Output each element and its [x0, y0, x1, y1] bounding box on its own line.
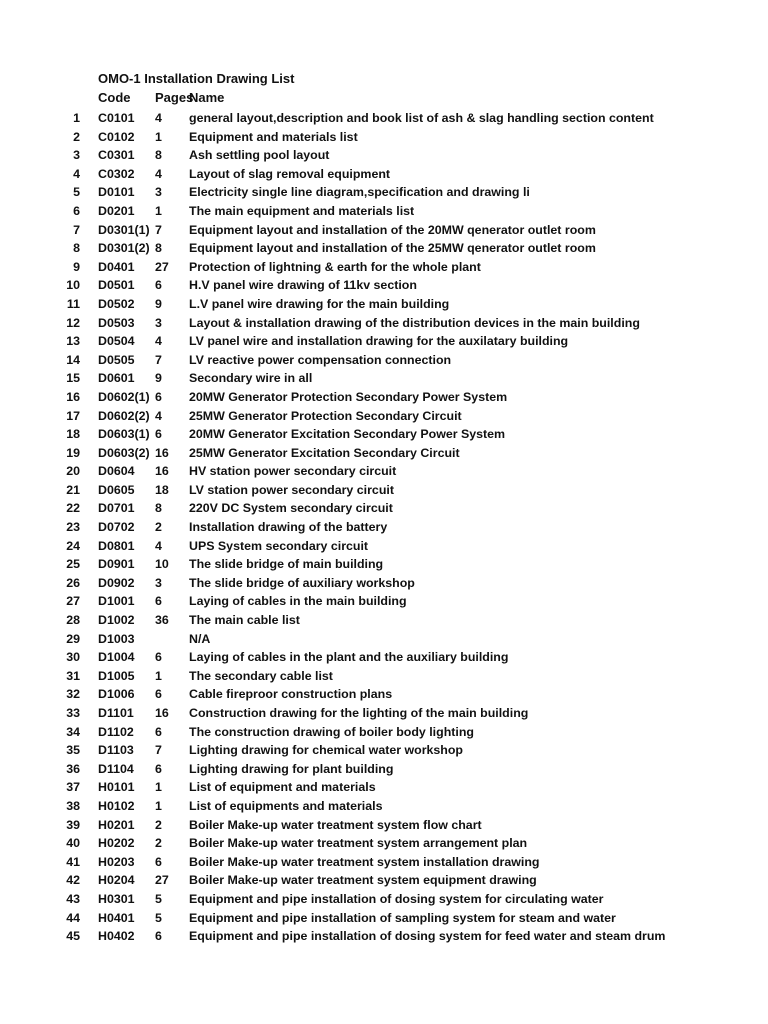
drawing-name: Layout of slag removal equipment — [189, 166, 391, 181]
drawing-name: UPS System secondary circuit — [189, 538, 369, 553]
row-number: 27 — [66, 594, 80, 609]
page-count: 9 — [155, 296, 162, 311]
row-number: 25 — [66, 557, 80, 572]
table-row — [0, 518, 768, 537]
table-row — [0, 183, 768, 202]
table-row — [0, 685, 768, 704]
row-number: 37 — [66, 780, 80, 795]
table-row — [0, 890, 768, 909]
drawing-name: LV station power secondary circuit — [189, 482, 394, 497]
drawing-name: 220V DC System secondary circuit — [189, 501, 393, 516]
drawing-name: The slide bridge of auxiliary workshop — [189, 575, 415, 590]
page-count: 4 — [155, 334, 162, 349]
row-number: 23 — [66, 520, 80, 535]
drawing-code: D0701 — [98, 501, 135, 516]
column-header-name: Name — [189, 90, 225, 105]
table-row — [0, 332, 768, 351]
drawing-code: C0302 — [98, 166, 135, 181]
page-count: 2 — [155, 836, 162, 851]
drawing-name: 20MW Generator Protection Secondary Power System — [189, 389, 508, 404]
row-number: 34 — [66, 724, 80, 739]
page-count: 7 — [155, 222, 162, 237]
table-row — [0, 778, 768, 797]
table-row — [0, 853, 768, 872]
row-number: 10 — [66, 278, 80, 293]
drawing-code: D0301(1) — [98, 222, 150, 237]
table-row — [0, 667, 768, 686]
drawing-name: Laying of cables in the plant and the auxiliary building — [189, 650, 509, 665]
drawing-name: Boiler Make-up water treatment system installation drawing — [189, 854, 540, 869]
row-number: 5 — [73, 185, 80, 200]
drawing-code: D1104 — [98, 761, 134, 776]
row-number: 33 — [66, 706, 80, 720]
drawing-code: C0101 — [98, 111, 135, 125]
drawing-name: Protection of lightning & earth for the whole plant — [189, 259, 481, 274]
row-number: 44 — [66, 910, 80, 925]
drawing-code: D1001 — [98, 594, 135, 609]
table-row — [0, 388, 768, 407]
row-number: 31 — [66, 668, 80, 683]
row-number: 20 — [66, 464, 80, 479]
page-count: 1 — [155, 668, 162, 683]
drawing-code: D1006 — [98, 687, 135, 702]
table-row — [0, 314, 768, 333]
drawing-name: general layout,description and book list of ash & slag handling section content — [189, 111, 654, 125]
table-row — [0, 630, 768, 649]
drawing-name: N/A — [189, 631, 211, 646]
drawing-name: Equipment and materials list — [189, 129, 358, 144]
row-number: 19 — [66, 445, 80, 460]
page-count: 1 — [155, 798, 162, 813]
drawing-name: The construction drawing of boiler body lighting — [189, 724, 474, 739]
page-count: 8 — [155, 241, 162, 256]
drawing-name: The secondary cable list — [189, 668, 333, 683]
row-number: 32 — [66, 687, 80, 702]
row-number: 36 — [66, 761, 80, 776]
page-count: 6 — [155, 278, 162, 293]
drawing-name: Installation drawing of the battery — [189, 520, 388, 535]
row-number: 22 — [66, 501, 80, 516]
drawing-code: H0101 — [98, 780, 135, 795]
row-number: 40 — [66, 836, 80, 851]
drawing-code: D1004 — [98, 650, 135, 665]
row-number: 18 — [66, 427, 80, 442]
table-row — [0, 444, 768, 463]
row-number: 7 — [73, 222, 80, 237]
drawing-list — [0, 109, 768, 946]
drawing-code: D0604 — [98, 464, 135, 479]
page-count: 1 — [155, 203, 162, 218]
table-row — [0, 258, 768, 277]
table-row — [0, 202, 768, 221]
page-count: 9 — [155, 371, 162, 386]
page-count: 5 — [155, 910, 162, 925]
table-row — [0, 555, 768, 574]
table-row — [0, 592, 768, 611]
page-count: 7 — [155, 743, 162, 758]
table-row — [0, 146, 768, 165]
drawing-code: D0801 — [98, 538, 135, 553]
drawing-code: D0201 — [98, 203, 135, 218]
row-number: 45 — [66, 929, 80, 944]
page-count: 2 — [155, 520, 162, 535]
drawing-name: Equipment layout and installation of the 20MW qenerator outlet room — [189, 222, 596, 237]
row-number: 13 — [66, 334, 80, 349]
drawing-name: Equipment layout and installation of the 25MW qenerator outlet room — [189, 241, 596, 256]
row-number: 39 — [66, 817, 80, 832]
table-row — [0, 369, 768, 388]
page-count: 16 — [155, 445, 169, 460]
page-count: 16 — [155, 706, 169, 720]
page-count: 6 — [155, 854, 162, 869]
table-row — [0, 834, 768, 853]
row-number: 29 — [66, 631, 80, 646]
row-number: 14 — [66, 352, 80, 367]
drawing-code: H0402 — [98, 929, 135, 944]
table-row — [0, 574, 768, 593]
table-row — [0, 407, 768, 426]
page-count: 8 — [155, 501, 162, 516]
page-count: 4 — [155, 111, 162, 125]
page-count: 4 — [155, 538, 162, 553]
drawing-code: D0503 — [98, 315, 135, 330]
page-count: 4 — [155, 166, 162, 181]
table-row — [0, 221, 768, 240]
document-title: OMO-1 Installation Drawing List — [98, 71, 295, 86]
page-count: 3 — [155, 315, 162, 330]
drawing-name: L.V panel wire drawing for the main building — [189, 296, 450, 311]
table-row — [0, 276, 768, 295]
row-number: 3 — [73, 148, 80, 163]
drawing-name: 20MW Generator Excitation Secondary Power System — [189, 427, 506, 442]
drawing-code: D0901 — [98, 557, 135, 572]
drawing-code: C0301 — [98, 148, 135, 163]
drawing-code: D0502 — [98, 296, 135, 311]
table-row — [0, 797, 768, 816]
drawing-code: D0702 — [98, 520, 135, 535]
drawing-name: Boiler Make-up water treatment system equipment drawing — [189, 873, 537, 888]
table-row — [0, 351, 768, 370]
row-number: 41 — [66, 854, 80, 869]
row-number: 11 — [66, 296, 80, 311]
page-count: 18 — [155, 482, 169, 497]
page-count: 2 — [155, 817, 162, 832]
row-number: 16 — [66, 389, 80, 404]
page-count: 6 — [155, 389, 162, 404]
drawing-name: H.V panel wire drawing of 11kv section — [189, 278, 417, 293]
drawing-code: D0504 — [98, 334, 135, 349]
drawing-code: H0203 — [98, 854, 135, 869]
drawing-code: D1002 — [98, 613, 135, 628]
drawing-code: D0301(2) — [98, 241, 150, 256]
row-number: 30 — [66, 650, 80, 665]
drawing-name: Construction drawing for the lighting of the main building — [189, 706, 529, 720]
page-count: 4 — [155, 408, 162, 423]
row-number: 35 — [66, 743, 80, 758]
table-row — [0, 909, 768, 928]
row-number: 6 — [73, 203, 80, 218]
row-number: 42 — [66, 873, 80, 888]
drawing-name: Secondary wire in all — [189, 371, 313, 386]
table-row — [0, 927, 768, 946]
drawing-name: HV station power secondary circuit — [189, 464, 397, 479]
drawing-code: D0401 — [98, 259, 135, 274]
drawing-name: List of equipment and materials — [189, 780, 376, 795]
row-number: 8 — [73, 241, 80, 256]
row-number: 43 — [66, 891, 80, 906]
table-row — [0, 481, 768, 500]
drawing-code: D1103 — [98, 743, 134, 758]
drawing-code: H0401 — [98, 910, 135, 925]
page-count: 10 — [155, 557, 169, 572]
drawing-name: LV panel wire and installation drawing for the auxilatary building — [189, 334, 569, 349]
drawing-name: Boiler Make-up water treatment system arrangement plan — [189, 836, 528, 851]
page-count: 6 — [155, 594, 162, 609]
drawing-code: C0102 — [98, 129, 135, 144]
page-count: 27 — [155, 259, 169, 274]
drawing-name: LV reactive power compensation connection — [189, 352, 452, 367]
drawing-name: The slide bridge of main building — [189, 557, 384, 572]
drawing-code: D1102 — [98, 724, 134, 739]
row-number: 4 — [73, 166, 80, 181]
drawing-name: Equipment and pipe installation of dosing system for circulating water — [189, 891, 604, 906]
table-row — [0, 109, 768, 128]
row-number: 38 — [66, 798, 80, 813]
drawing-code: D0505 — [98, 352, 135, 367]
table-row — [0, 295, 768, 314]
drawing-code: D0602(2) — [98, 408, 150, 423]
page-count: 1 — [155, 129, 162, 144]
drawing-name: List of equipments and materials — [189, 798, 383, 813]
drawing-name: The main equipment and materials list — [189, 203, 415, 218]
drawing-code: H0202 — [98, 836, 135, 851]
drawing-name: 25MW Generator Excitation Secondary Circuit — [189, 445, 460, 460]
page-count: 6 — [155, 761, 162, 776]
page-count: 6 — [155, 687, 162, 702]
column-header-pages: Pages — [155, 90, 194, 105]
row-number: 28 — [66, 613, 80, 628]
drawing-code: D1003 — [98, 631, 135, 646]
page-count: 1 — [155, 780, 162, 795]
row-number: 9 — [73, 259, 80, 274]
page-count: 6 — [155, 929, 162, 944]
table-row — [0, 239, 768, 258]
drawing-name: 25MW Generator Protection Secondary Circuit — [189, 408, 462, 423]
drawing-name: Equipment and pipe installation of dosing system for feed water and steam drum — [189, 929, 666, 944]
drawing-code: H0102 — [98, 798, 135, 813]
table-row — [0, 611, 768, 630]
row-number: 12 — [66, 315, 80, 330]
row-number: 26 — [66, 575, 80, 590]
drawing-code: D0603(1) — [98, 427, 150, 442]
page-count: 8 — [155, 148, 162, 163]
row-number: 17 — [66, 408, 80, 423]
table-row — [0, 499, 768, 518]
table-row — [0, 741, 768, 760]
row-number: 24 — [66, 538, 80, 553]
column-header-code: Code — [98, 90, 131, 105]
table-row — [0, 165, 768, 184]
drawing-name: Lighting drawing for chemical water workshop — [189, 743, 464, 758]
page-count: 3 — [155, 575, 162, 590]
drawing-code: H0204 — [98, 873, 135, 888]
row-number: 15 — [66, 371, 80, 386]
table-row — [0, 816, 768, 835]
table-row — [0, 723, 768, 742]
page-count: 16 — [155, 464, 169, 479]
table-row — [0, 425, 768, 444]
page-count: 3 — [155, 185, 162, 200]
drawing-name: Layout & installation drawing of the distribution devices in the main building — [189, 315, 640, 330]
page-count: 6 — [155, 724, 162, 739]
drawing-name: Equipment and pipe installation of sampling system for steam and water — [189, 910, 616, 925]
table-row — [0, 760, 768, 779]
drawing-code: D0501 — [98, 278, 135, 293]
page-count: 27 — [155, 873, 169, 888]
drawing-name: Lighting drawing for plant building — [189, 761, 394, 776]
page-count: 7 — [155, 352, 162, 367]
drawing-name: Electricity single line diagram,specification and drawing li — [189, 185, 530, 200]
page-count: 6 — [155, 650, 162, 665]
table-row — [0, 704, 768, 723]
drawing-code: D0602(1) — [98, 389, 150, 404]
drawing-code: H0201 — [98, 817, 135, 832]
row-number: 1 — [73, 111, 80, 125]
row-number: 21 — [66, 482, 80, 497]
table-row — [0, 462, 768, 481]
drawing-name: Boiler Make-up water treatment system flow chart — [189, 817, 482, 832]
table-row — [0, 648, 768, 667]
drawing-name: The main cable list — [189, 613, 300, 628]
drawing-code: D1101 — [98, 706, 134, 720]
drawing-name: Ash settling pool layout — [189, 148, 330, 163]
page-count: 36 — [155, 613, 169, 628]
table-row — [0, 871, 768, 890]
drawing-code: D0605 — [98, 482, 135, 497]
drawing-name: Laying of cables in the main building — [189, 594, 407, 609]
page-count: 6 — [155, 427, 162, 442]
drawing-code: D0601 — [98, 371, 135, 386]
drawing-code: D0101 — [98, 185, 135, 200]
table-row — [0, 128, 768, 147]
drawing-code: D0603(2) — [98, 445, 150, 460]
drawing-code: H0301 — [98, 891, 135, 906]
drawing-code: D1005 — [98, 668, 135, 683]
drawing-code: D0902 — [98, 575, 135, 590]
row-number: 2 — [73, 129, 80, 144]
table-row — [0, 537, 768, 556]
drawing-name: Cable fireproor construction plans — [189, 687, 393, 702]
page-count: 5 — [155, 891, 162, 906]
